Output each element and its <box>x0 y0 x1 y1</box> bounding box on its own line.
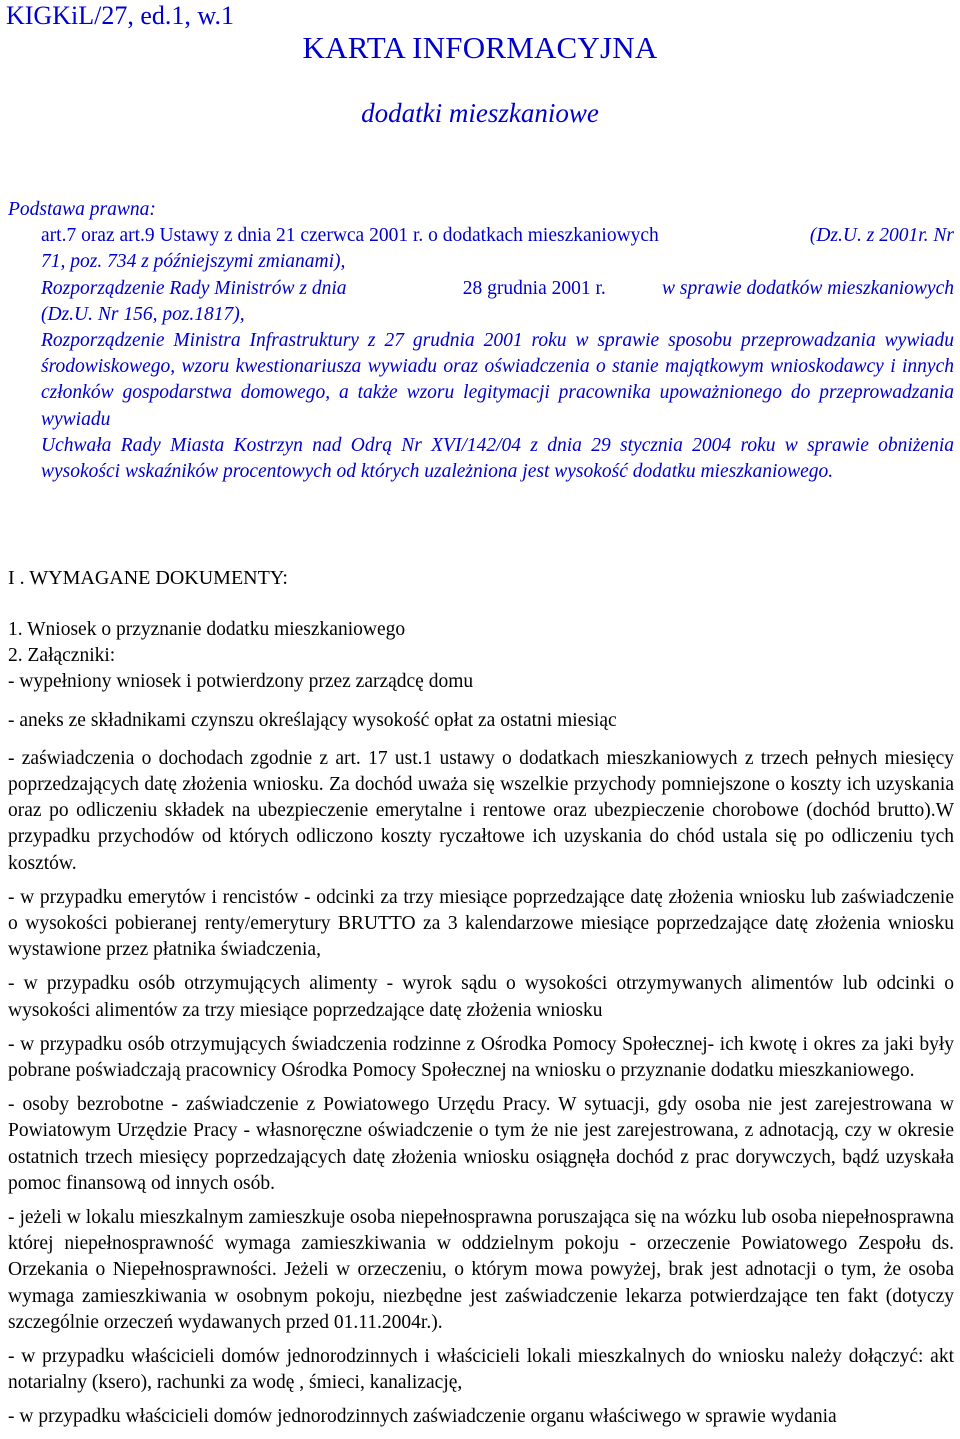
ministry-regulation: Rozporządzenie Ministra Infrastruktury z 27 grudnia 2001 roku w sprawie sposobu przeprowadzania wywiadu środowiskowego, wzoru kwestionariusza wywiadu oraz oświadczenia o stanie majątkowym wnioskodawcy i innych członków gospodarstwa domowego, a także wzoru legitymacji pracownika upoważnionego do przeprowadzania wywiadu <box>41 330 954 430</box>
document-item: - w przypadku właścicieli domów jednorodzinnych zaświadczenie organu właściwego w sprawie wydania <box>8 1406 837 1428</box>
document-item: - zaświadczenia o dochodach zgodnie z art. 17 ust.1 ustawy o dodatkach mieszkaniowych z trzech pełnych miesięcy poprzedzających datę złożenia wniosku. Za dochód uważa się wszelkie przychody pomniejszone o koszty ich uzyskania oraz po odliczeniu składek na ubezpieczenie emerytalne i rentowe oraz ubezpieczenie chorobowe (dochód brutto).W przypadku przychodów od których odliczono koszty ryczałtowe ich uzyskania do chód ustala się po odliczeniu tych kosztów. <box>8 747 954 874</box>
legal-basis-line <box>8 276 954 302</box>
document-item: 1. Wniosek o przyznanie dodatku mieszkaniowego <box>8 619 406 640</box>
document-subtitle: dodatki mieszkaniowe <box>361 98 599 128</box>
document-item: - osoby bezrobotne - zaświadczenie z Powiatowego Urzędu Pracy. W sytuacji, gdy osoba nie jest zarejestrowana w Powiatowym Urzędzie Pracy - własnoręczne oświadczenie o tym że nie jest zarejestrowana, z adnotacją, czy w okresie ostatnich trzech miesięcy poprzedzających datę złożenia wniosku osiągnęła dochód z prac dorywczych, bądź uzyskała pomoc finansową od innych osób. <box>8 1094 954 1194</box>
document-item: - jeżeli w lokalu mieszkalnym zamieszkuje osoba niepełnosprawna poruszająca się na wózku lub osoba niepełnosprawna której niepełnosprawność wymaga zamieszkiwania w oddzielnym pokoju - orzeczenie Powiatowego Zespołu ds. Orzekania o Niepełnosprawności. Jeżeli w orzeczeniu, o którym mowa powyżej, brak jest adnotacji o tym, że osoba wymaga zamieszkiwania w osobnym pokoju, niezbędne jest zaświadczenie lekarza potwierdzające ten fakt (dotyczy szczególnie orzeczeń wydawanych przed 01.11.2004r.). <box>8 1207 954 1333</box>
regulation-date: 28 grudnia 2001 r. <box>462 277 606 299</box>
regulation-subject: w sprawie dodatków mieszkaniowych <box>662 277 954 299</box>
legal-act-ref: (Dz.U. z 2001r. Nr <box>809 225 954 247</box>
document-item: - w przypadku emerytów i rencistów - odcinki za trzy miesiące poprzedzające datę złożenia wniosku lub zaświadczenie o wysokości pobieranej renty/emerytury BRUTTO za 3 kalendarzowe miesiące poprzedzające datę złożenia wniosku wystawione przez płatnika świadczenia, <box>8 886 954 961</box>
document-item: - wypełniony wniosek i potwierdzony przez zarządcę domu <box>8 671 474 693</box>
required-documents <box>8 617 954 1439</box>
document-item: - w przypadku właścicieli domów jednorodzinnych i właścicieli lokali mieszkalnych do wniosku należy dołączyć: akt notarialny (ksero), rachunki za wodę , śmieci, kanalizację, <box>8 1346 954 1394</box>
document-title: KARTA INFORMACYJNA <box>302 30 658 65</box>
document-item: 2. Załączniki: <box>8 645 116 667</box>
city-council-resolution: Uchwała Rady Miasta Kostrzyn nad Odrą Nr XVI/142/04 z dnia 29 stycznia 2004 roku w sprawie obniżenia wysokości wskaźników procentowych od których uzależniona jest wysokość dodatku mieszkaniowego. <box>41 434 954 483</box>
regulation-ref: (Dz.U. Nr 156, poz.1817), <box>41 303 245 325</box>
document-item: - w przypadku osób otrzymujących alimenty - wyrok sądu o wysokości otrzymywanych alimentów lub odcinki o wysokości alimentów za trzy miesiące poprzedzające datę złożenia wniosku <box>8 973 954 1021</box>
regulation-text: Rozporządzenie Rady Ministrów z dnia <box>41 277 347 299</box>
document-item: - w przypadku osób otrzymujących świadczenia rodzinne z Ośrodka Pomocy Społecznej- ich kwotę i okres za jaki były pobrane poświadczają pracownicy Ośrodka Pomocy Społecznej na wniosku o przyznanie dodatku mieszkaniowego. <box>8 1033 954 1082</box>
legal-act-ref-cont: 71, poz. 734 z późniejszymi zmianami), <box>41 251 346 273</box>
legal-basis-label: Podstawa prawna: <box>8 199 156 220</box>
legal-basis <box>8 197 954 485</box>
legal-act-text: art.7 oraz art.9 Ustawy z dnia 21 czerwca 2001 r. o dodatkach mieszkaniowych <box>41 225 659 247</box>
legal-basis-line <box>8 223 954 249</box>
document-code: KIGKiL/27, ed.1, w.1 <box>6 1 234 30</box>
section-title: I . WYMAGANE DOKUMENTY: <box>8 567 288 589</box>
document-item: - aneks ze składnikami czynszu określający wysokość opłat za ostatni miesiąc <box>8 709 617 731</box>
